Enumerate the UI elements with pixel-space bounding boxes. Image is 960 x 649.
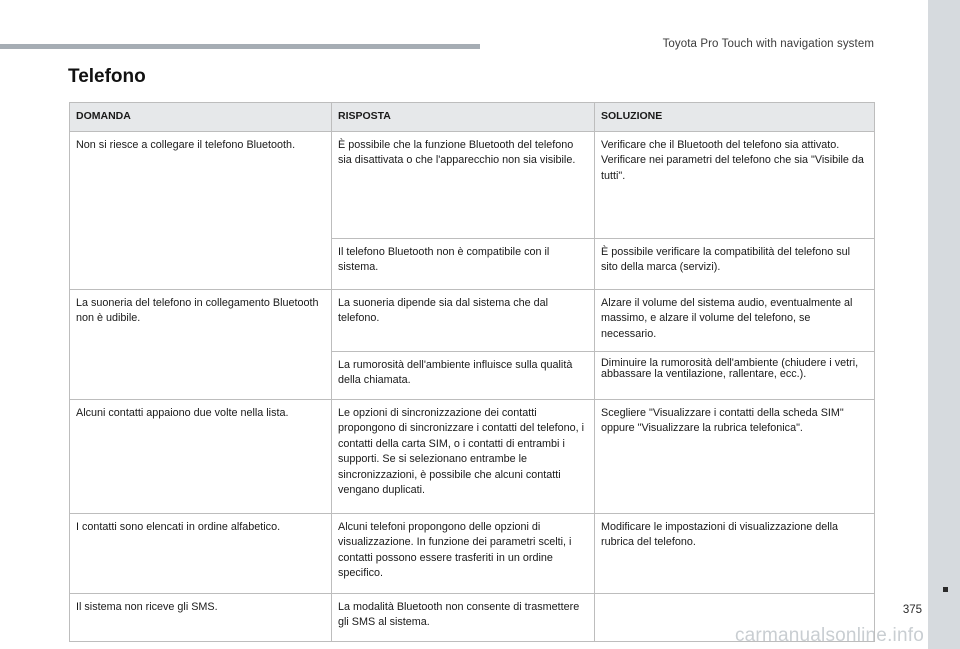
- cell-risposta: Alcuni telefoni propongono delle opzioni di visualizzazione. In funzione dei parametri scelti, i contatti possono essere trasferiti in un ordine specifico.: [332, 513, 595, 593]
- header-rule: [0, 44, 480, 49]
- cell-soluzione: Alzare il volume del sistema audio, eventualmente al massimo, e alzare il volume del telefono, se necessario.: [595, 289, 875, 351]
- table-row: [70, 513, 875, 593]
- cell-risposta: Le opzioni di sincronizzazione dei contatti propongono di sincronizzare i contatti del telefono, i contatti della carta SIM, o i contatti di entrambi i supporti. Se si selezionano entrambe le sincronizzazioni, è possibile che alcuni contatti vengano duplicati.: [332, 399, 595, 513]
- cell-risposta: La rumorosità dell'ambiente influisce sulla qualità della chiamata.: [332, 351, 595, 399]
- faq-table: [69, 102, 875, 642]
- cell-domanda: La suoneria del telefono in collegamento Bluetooth non è udibile.: [70, 289, 332, 399]
- page-number: 375: [902, 604, 922, 616]
- document-title: Toyota Pro Touch with navigation system: [662, 38, 874, 50]
- header-risposta: RISPOSTA: [332, 103, 595, 132]
- cell-domanda: Il sistema non riceve gli SMS.: [70, 593, 332, 641]
- cell-risposta: Il telefono Bluetooth non è compatibile con il sistema.: [332, 238, 595, 289]
- cell-soluzione: [595, 131, 875, 238]
- table-header-row: [70, 103, 875, 132]
- header-domanda: DOMANDA: [70, 103, 332, 132]
- cell-domanda: I contatti sono elencati in ordine alfabetico.: [70, 513, 332, 593]
- side-band: [928, 0, 960, 649]
- cell-soluzione: Scegliere "Visualizzare i contatti della scheda SIM" oppure "Visualizzare la rubrica telefonica".: [595, 399, 875, 513]
- table-row: [70, 289, 875, 351]
- soluzione-text: Verificare che il Bluetooth del telefono sia attivato. Verificare nei parametri del telefono che sia "Visibile da tutti".: [601, 138, 864, 182]
- cell-domanda: Non si riesce a collegare il telefono Bluetooth.: [70, 131, 332, 289]
- table-row: [70, 593, 875, 641]
- section-title: Telefono: [68, 66, 146, 87]
- cell-soluzione: È possibile verificare la compatibilità del telefono sul sito della marca (servizi).: [595, 238, 875, 289]
- cell-domanda: Alcuni contatti appaiono due volte nella lista.: [70, 399, 332, 513]
- table-row: [70, 399, 875, 513]
- page-marker: [943, 587, 948, 592]
- cell-soluzione: Modificare le impostazioni di visualizzazione della rubrica del telefono.: [595, 513, 875, 593]
- cell-soluzione: Diminuire la rumorosità dell'ambiente (chiudere i vetri, abbassare la ventilazione, rallentare, ecc.).: [595, 351, 875, 399]
- cell-risposta: È possibile che la funzione Bluetooth del telefono sia disattivata o che l'apparecchio non sia visibile.: [332, 131, 595, 238]
- cell-soluzione: [595, 593, 875, 641]
- header-soluzione: SOLUZIONE: [595, 103, 875, 132]
- table-row: [70, 131, 875, 238]
- watermark: carmanualsonline.info: [734, 625, 924, 646]
- cell-risposta: La suoneria dipende sia dal sistema che dal telefono.: [332, 289, 595, 351]
- cell-risposta: La modalità Bluetooth non consente di trasmettere gli SMS al sistema.: [332, 593, 595, 641]
